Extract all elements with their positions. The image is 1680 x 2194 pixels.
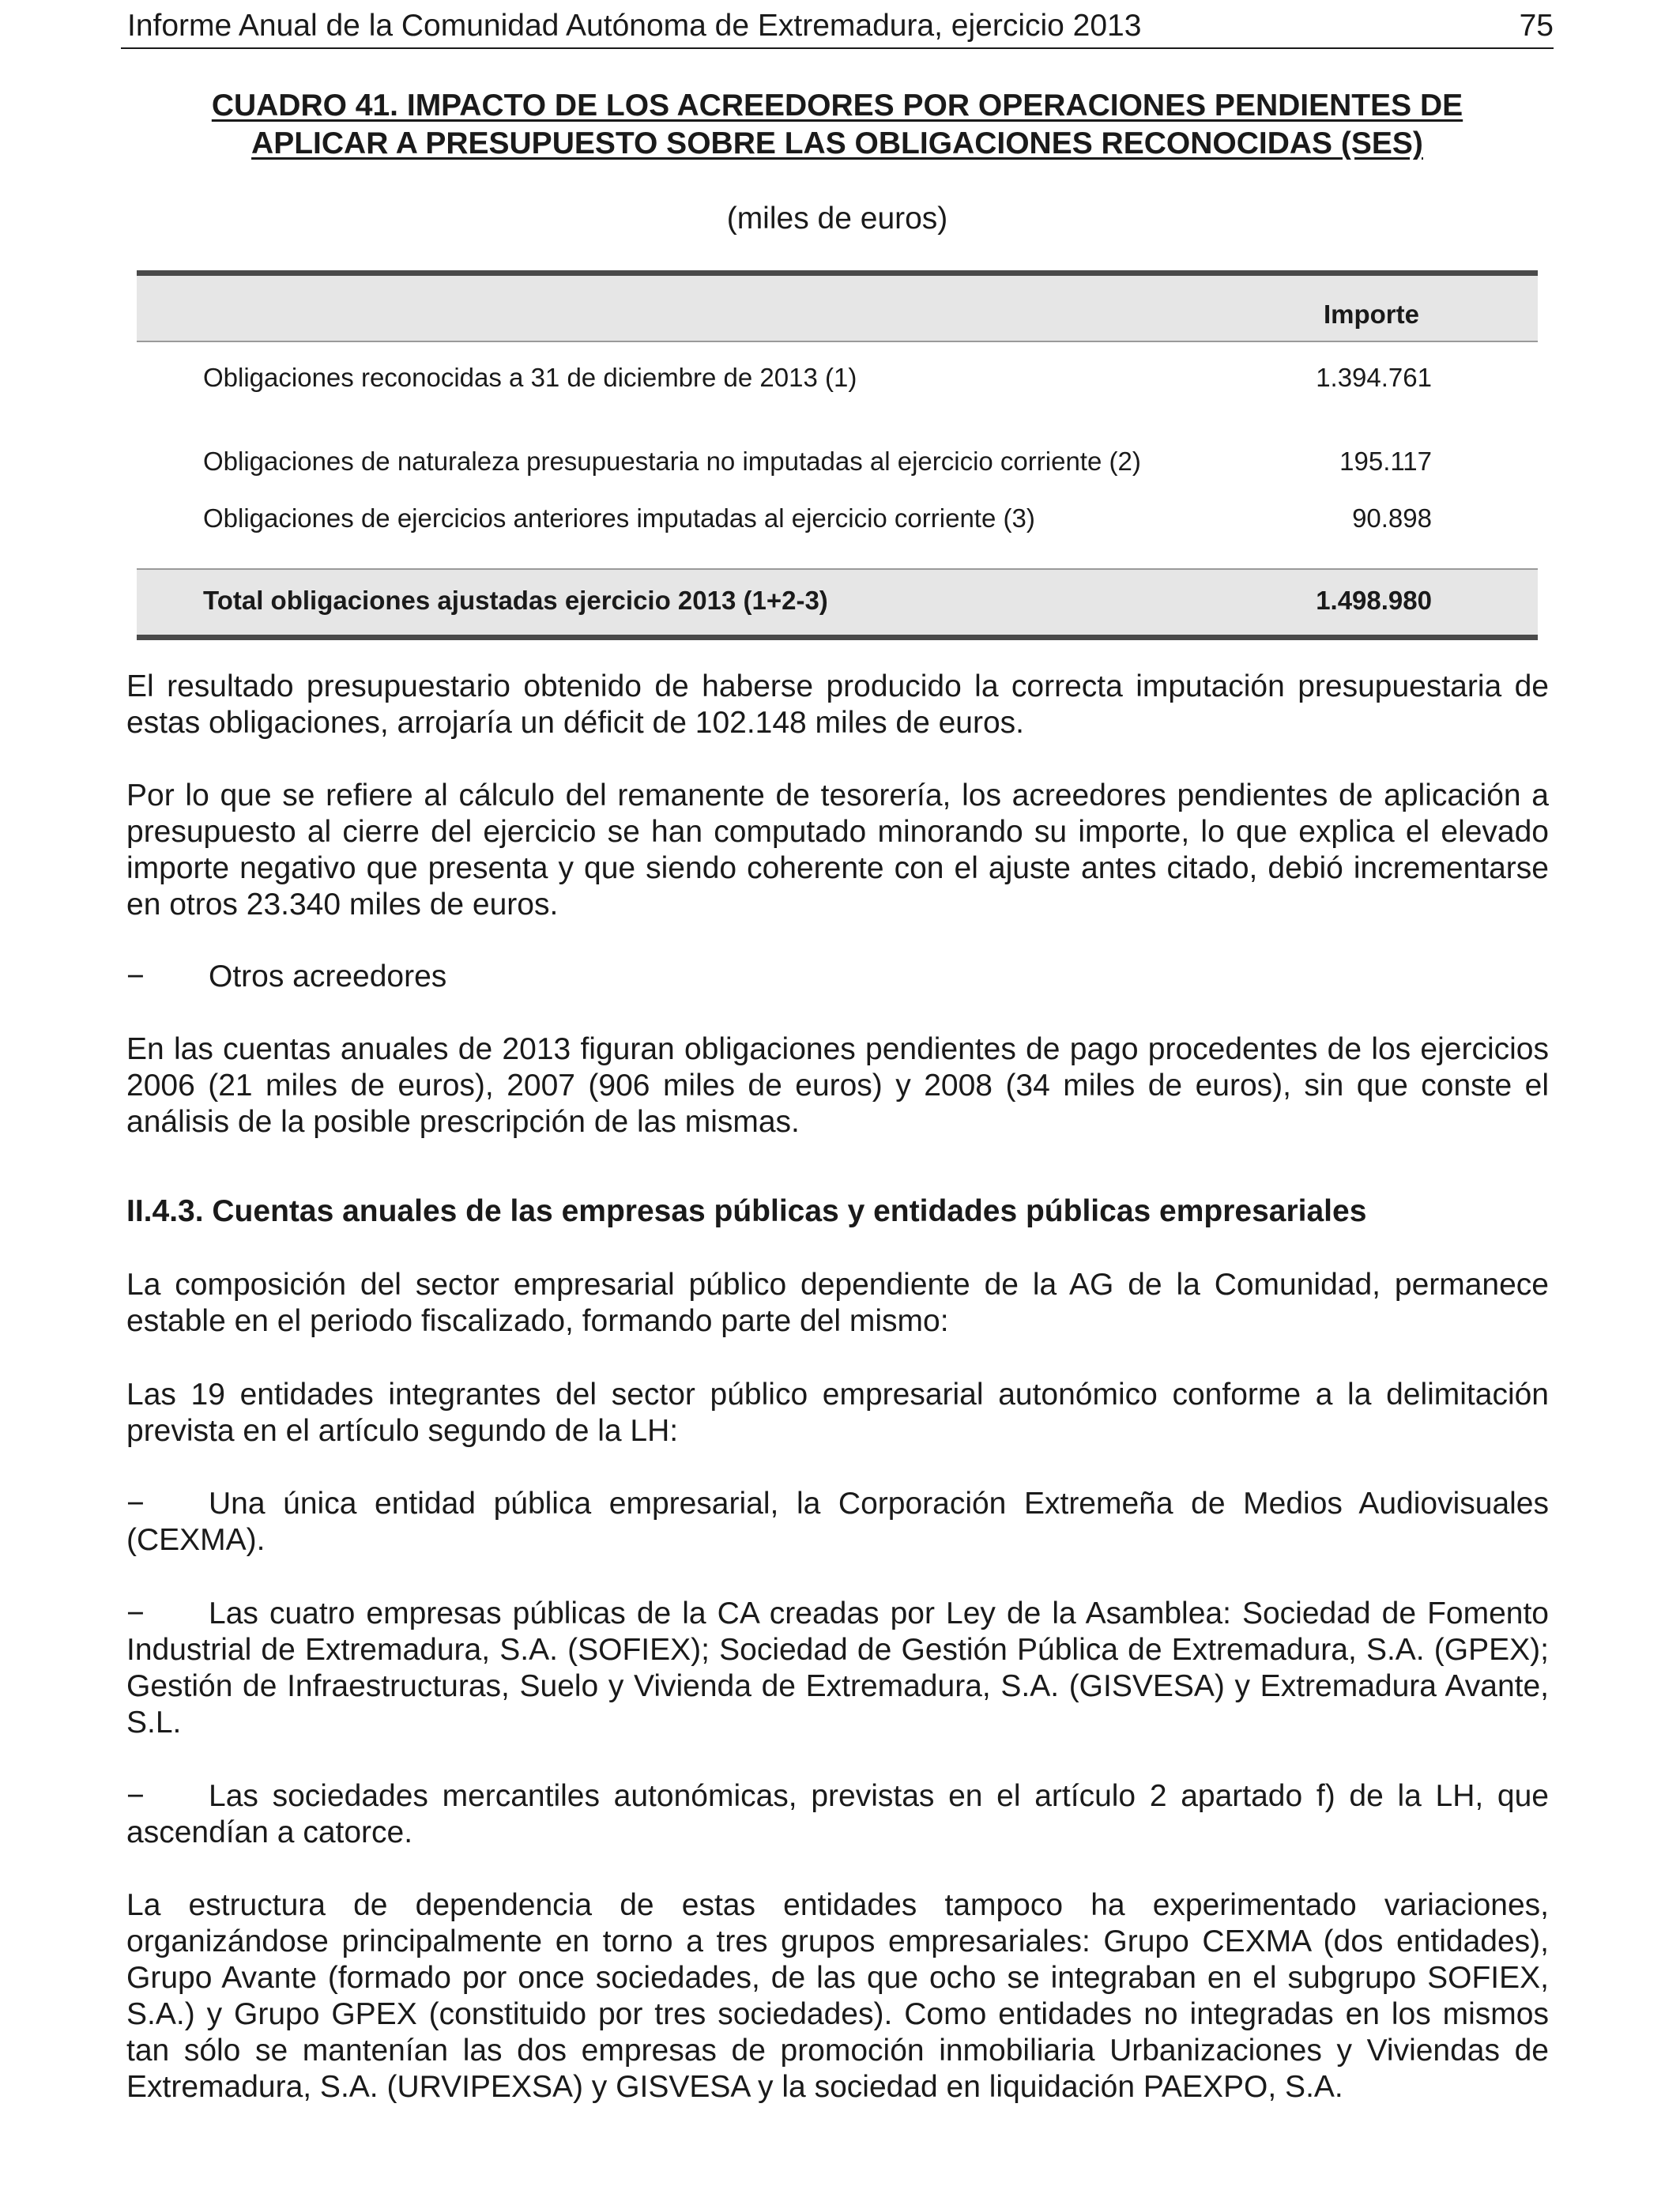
report-title: Informe Anual de la Comunidad Autónoma de Extremadura, ejercicio 2013 xyxy=(127,9,1142,43)
bullet-dash: − xyxy=(126,1487,145,1521)
table-row xyxy=(137,494,1538,568)
section-heading: II.4.3. Cuentas anuales de las empresas públicas y entidades públicas empresariales xyxy=(126,1194,1367,1228)
obligations-table xyxy=(137,270,1538,640)
paragraph-remanente: Por lo que se refiere al cálculo del remanente de tesorería, los acreedores pendientes de aplicación a presupuesto al cierre del ejercicio se han computado minorando su importe, lo que explica el elevado importe negativo que presenta y que siendo coherente con el ajuste antes citado, debió incrementarse en otros 23.340 miles de euros. xyxy=(126,778,1549,922)
row-label: Obligaciones reconocidas a 31 de diciembre de 2013 (1) xyxy=(203,363,857,392)
paragraph-composicion: La composición del sector empresarial público dependiente de la AG de la Comunidad, permanece estable en el periodo fiscalizado, formando parte del mismo: xyxy=(126,1268,1549,1338)
bullet-text: Las cuatro empresas públicas de la CA creadas por Ley de la Asamblea: Sociedad de Fomento Industrial de Extremadura, S.A. (SOFIEX); Sociedad de Gestión Pública de Extremadura, S.A. (GPEX); Gestión de Infraestructuras, Suelo y Vivienda de Extremadura, S.A. (GISVESA) y Extremadura Avante, S.L. xyxy=(126,1596,1549,1740)
table-header-row xyxy=(137,276,1538,342)
paragraph-otros-acreedores: En las cuentas anuales de 2013 figuran obligaciones pendientes de pago procedentes de los ejercicios 2006 (21 miles de euros), 2007 (906 miles de euros) y 2008 (34 miles de euros), sin que conste el análisis de la posible prescripción de las mismas. xyxy=(126,1032,1549,1139)
row-label: Obligaciones de naturaleza presupuestaria no imputadas al ejercicio corriente (2) xyxy=(203,447,1141,476)
bullet-empresas-publicas xyxy=(126,1596,1549,1741)
paragraph-entidades: Las 19 entidades integrantes del sector público empresarial autonómico conforme a la delimitación prevista en el artículo segundo de la LH: xyxy=(126,1378,1549,1448)
table-total-row xyxy=(137,568,1538,640)
table-caption xyxy=(121,87,1554,163)
row-value: 90.898 xyxy=(1352,503,1432,533)
table-row xyxy=(137,428,1538,494)
row-value: 195.117 xyxy=(1339,447,1432,476)
bullet-text: Las sociedades mercantiles autonómicas, previstas en el artículo 2 apartado f) de la LH, que ascendían a catorce. xyxy=(126,1779,1549,1849)
table-caption-line-1: CUADRO 41. IMPACTO DE LOS ACREEDORES POR OPERACIONES PENDIENTES DE xyxy=(211,89,1463,123)
total-label: Total obligaciones ajustadas ejercicio 2013 (1+2-3) xyxy=(203,586,828,615)
table-row xyxy=(137,342,1538,428)
table-caption-line-2: APLICAR A PRESUPUESTO SOBRE LAS OBLIGACIONES RECONOCIDAS (SES) xyxy=(251,126,1423,160)
paragraph-deficit: El resultado presupuestario obtenido de haberse producido la correcta imputación presupuestaria de estas obligaciones, arrojaría un déficit de 102.148 miles de euros. xyxy=(126,669,1549,740)
bullet-text: Una única entidad pública empresarial, la Corporación Extremeña de Medios Audiovisuales (CEXMA). xyxy=(126,1487,1549,1557)
bullet-sociedades-mercantiles xyxy=(126,1778,1549,1851)
column-header-importe: Importe xyxy=(1323,300,1419,329)
total-value: 1.498.980 xyxy=(1316,586,1432,615)
bullet-dash: − xyxy=(126,1596,145,1630)
bullet-dash: − xyxy=(126,959,145,993)
bullet-text: Otros acreedores xyxy=(209,959,447,993)
bullet-dash: − xyxy=(126,1779,145,1813)
row-label: Obligaciones de ejercicios anteriores imputadas al ejercicio corriente (3) xyxy=(203,503,1035,533)
row-value: 1.394.761 xyxy=(1316,363,1432,392)
table-units: (miles de euros) xyxy=(726,202,948,236)
page-number: 75 xyxy=(1519,9,1554,43)
paragraph-estructura: La estructura de dependencia de estas entidades tampoco ha experimentado variaciones, organizándose principalmente en torno a tres grupos empresariales: Grupo CEXMA (dos entidades), Grupo Avante (formado por once sociedades, de las que ocho se integraban en el subgrupo SOFIEX, S.A.) y Grupo GPEX (constituido por tres sociedades). Como entidades no integradas en los mismos tan sólo se mantenían las dos empresas de promoción inmobiliaria Urbanizaciones y Viviendas de Extremadura, S.A. (URVIPEXSA) y GISVESA y la sociedad en liquidación PAEXPO, S.A. xyxy=(126,1888,1549,2104)
page-header xyxy=(121,6,1554,49)
bullet-cexma xyxy=(126,1486,1549,1559)
bullet-otros-acreedores xyxy=(126,959,446,995)
